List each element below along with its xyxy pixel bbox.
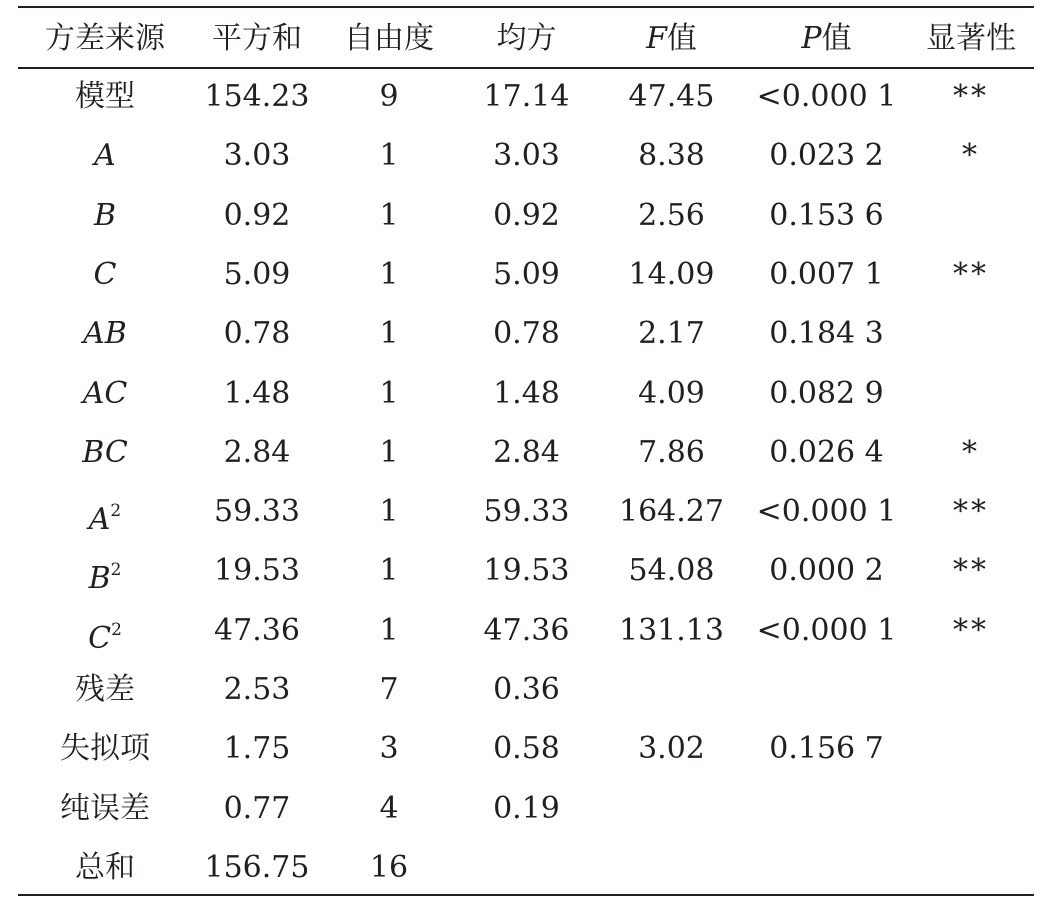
cell-df: 1 [379, 494, 399, 529]
cell-p-value: 0.026 4 [769, 435, 884, 470]
table-row [0, 601, 1055, 660]
header-f-letter: F [646, 21, 667, 56]
source-label: C [88, 621, 112, 656]
header-f-suffix: 值 [666, 21, 697, 56]
cell-df: 7 [379, 672, 399, 707]
header-source: 方差来源 [45, 21, 165, 56]
cell-f-value: 4.09 [638, 376, 705, 411]
cell-source [15, 67, 195, 126]
table-row [0, 482, 1055, 541]
cell-source [15, 423, 195, 482]
cell-mean-square: 19.53 [483, 553, 570, 588]
source-label: B [88, 561, 111, 596]
cell-p-value: <0.000 1 [756, 494, 897, 529]
cell-mean-square: 3.03 [493, 138, 560, 173]
table-row [0, 779, 1055, 838]
source-label: C [93, 257, 117, 292]
cell-p-value: <0.000 1 [756, 79, 897, 114]
cell-df: 1 [379, 198, 399, 233]
cell-f-value: 7.86 [638, 435, 705, 470]
table-row [0, 186, 1055, 245]
cell-sum-of-squares: 156.75 [204, 850, 310, 885]
table-row [0, 126, 1055, 185]
cell-mean-square: 2.84 [493, 435, 560, 470]
cell-f-value: 14.09 [628, 257, 715, 292]
cell-p-value [749, 779, 904, 838]
table-row [0, 719, 1055, 778]
cell-mean-square: 47.36 [483, 613, 570, 648]
cell-p-value: 0.007 1 [769, 257, 884, 292]
cell-df: 1 [379, 316, 399, 351]
cell-significance [904, 719, 1038, 778]
cell-source [15, 719, 195, 778]
cell-mean-square: 0.19 [493, 791, 560, 826]
cell-df: 16 [369, 850, 409, 885]
cell-f-value: 3.02 [638, 731, 705, 766]
header-df: 自由度 [344, 21, 434, 56]
cell-source [15, 601, 195, 660]
cell-p-value [749, 660, 904, 719]
table-row [0, 304, 1055, 363]
cell-source [15, 541, 195, 600]
cell-significance [904, 838, 1038, 897]
source-label: 失拟项 [60, 731, 150, 766]
cell-p-value: 0.023 2 [769, 138, 884, 173]
source-superscript: 2 [110, 501, 122, 521]
source-label: 模型 [75, 79, 135, 114]
cell-mean-square: 1.48 [493, 376, 560, 411]
cell-df: 1 [379, 613, 399, 648]
cell-significance: ** [953, 494, 989, 529]
table-row [0, 423, 1055, 482]
cell-source [15, 838, 195, 897]
cell-significance [904, 364, 1038, 423]
cell-f-value [594, 660, 749, 719]
cell-significance [904, 660, 1038, 719]
cell-f-value: 2.17 [638, 316, 705, 351]
table-row [0, 67, 1055, 126]
header-p-letter: P [801, 21, 822, 56]
cell-p-value: 0.153 6 [769, 198, 884, 233]
source-label: A [88, 502, 111, 537]
cell-mean-square: 59.33 [483, 494, 570, 529]
cell-df: 1 [379, 138, 399, 173]
source-superscript: 2 [110, 560, 122, 580]
cell-source [15, 779, 195, 838]
top-rule [18, 6, 1034, 8]
cell-f-value: 131.13 [619, 613, 724, 648]
cell-mean-square [459, 838, 594, 897]
cell-significance: * [962, 138, 980, 173]
cell-p-value: 0.082 9 [769, 376, 884, 411]
source-label: A [94, 138, 116, 173]
source-label: 残差 [75, 672, 135, 707]
table-row [0, 245, 1055, 304]
cell-sum-of-squares: 0.77 [223, 791, 291, 826]
cell-mean-square: 0.92 [493, 198, 560, 233]
table-row [0, 364, 1055, 423]
header-sum-of-squares: 平方和 [212, 21, 302, 56]
cell-sum-of-squares: 5.09 [223, 257, 291, 292]
source-label: B [93, 198, 117, 233]
cell-p-value: 0.156 7 [769, 731, 884, 766]
cell-df: 1 [379, 376, 399, 411]
source-label: AB [83, 316, 127, 351]
cell-p-value: <0.000 1 [756, 613, 897, 648]
cell-source [15, 482, 195, 541]
cell-mean-square: 0.78 [493, 316, 560, 351]
cell-significance: ** [953, 257, 989, 292]
cell-sum-of-squares: 1.75 [223, 731, 291, 766]
header-p-suffix: 值 [821, 21, 852, 56]
cell-mean-square: 0.36 [493, 672, 560, 707]
cell-sum-of-squares: 59.33 [214, 494, 300, 529]
cell-f-value [594, 779, 749, 838]
cell-sum-of-squares: 0.78 [223, 316, 291, 351]
cell-sum-of-squares: 2.84 [223, 435, 291, 470]
cell-source [15, 245, 195, 304]
bottom-rule [18, 894, 1034, 896]
cell-f-value: 8.38 [638, 138, 705, 173]
cell-significance [904, 186, 1038, 245]
cell-significance [904, 779, 1038, 838]
table-row [0, 541, 1055, 600]
cell-f-value: 47.45 [628, 79, 715, 114]
header-mean-square: 均方 [496, 21, 557, 56]
source-label: BC [82, 435, 128, 470]
cell-df: 3 [379, 731, 399, 766]
cell-f-value: 2.56 [638, 198, 705, 233]
header-f-value [594, 9, 749, 68]
cell-mean-square: 5.09 [493, 257, 560, 292]
cell-mean-square: 0.58 [493, 731, 560, 766]
cell-significance: ** [953, 613, 989, 648]
table-row [0, 838, 1055, 897]
cell-sum-of-squares: 3.03 [223, 138, 291, 173]
source-label: 纯误差 [60, 791, 150, 826]
cell-df: 1 [379, 257, 399, 292]
cell-significance: ** [953, 553, 989, 588]
cell-significance [904, 304, 1038, 363]
cell-significance: ** [953, 79, 989, 114]
header-significance: 显著性 [926, 21, 1016, 56]
header-p-value [749, 9, 904, 68]
cell-p-value: 0.184 3 [769, 316, 884, 351]
cell-f-value: 164.27 [619, 494, 724, 529]
cell-p-value: 0.000 2 [769, 553, 884, 588]
cell-source [15, 126, 195, 185]
source-label: 总和 [75, 850, 135, 885]
source-label: AC [82, 376, 128, 411]
cell-source [15, 364, 195, 423]
cell-source [15, 186, 195, 245]
cell-source [15, 304, 195, 363]
cell-df: 4 [379, 791, 399, 826]
cell-sum-of-squares: 19.53 [214, 553, 300, 588]
cell-sum-of-squares: 2.53 [223, 672, 291, 707]
cell-df: 1 [379, 553, 399, 588]
cell-f-value: 54.08 [628, 553, 715, 588]
cell-sum-of-squares: 1.48 [223, 376, 291, 411]
cell-sum-of-squares: 154.23 [204, 79, 310, 114]
cell-significance: * [962, 435, 980, 470]
header-row [0, 9, 1055, 68]
source-superscript: 2 [111, 620, 122, 640]
cell-mean-square: 17.14 [483, 79, 570, 114]
cell-df: 9 [379, 79, 399, 114]
cell-sum-of-squares: 47.36 [214, 613, 300, 648]
cell-source [15, 660, 195, 719]
cell-p-value [749, 838, 904, 897]
table-row [0, 660, 1055, 719]
cell-sum-of-squares: 0.92 [223, 198, 291, 233]
cell-f-value [594, 838, 749, 897]
cell-df: 1 [379, 435, 399, 470]
